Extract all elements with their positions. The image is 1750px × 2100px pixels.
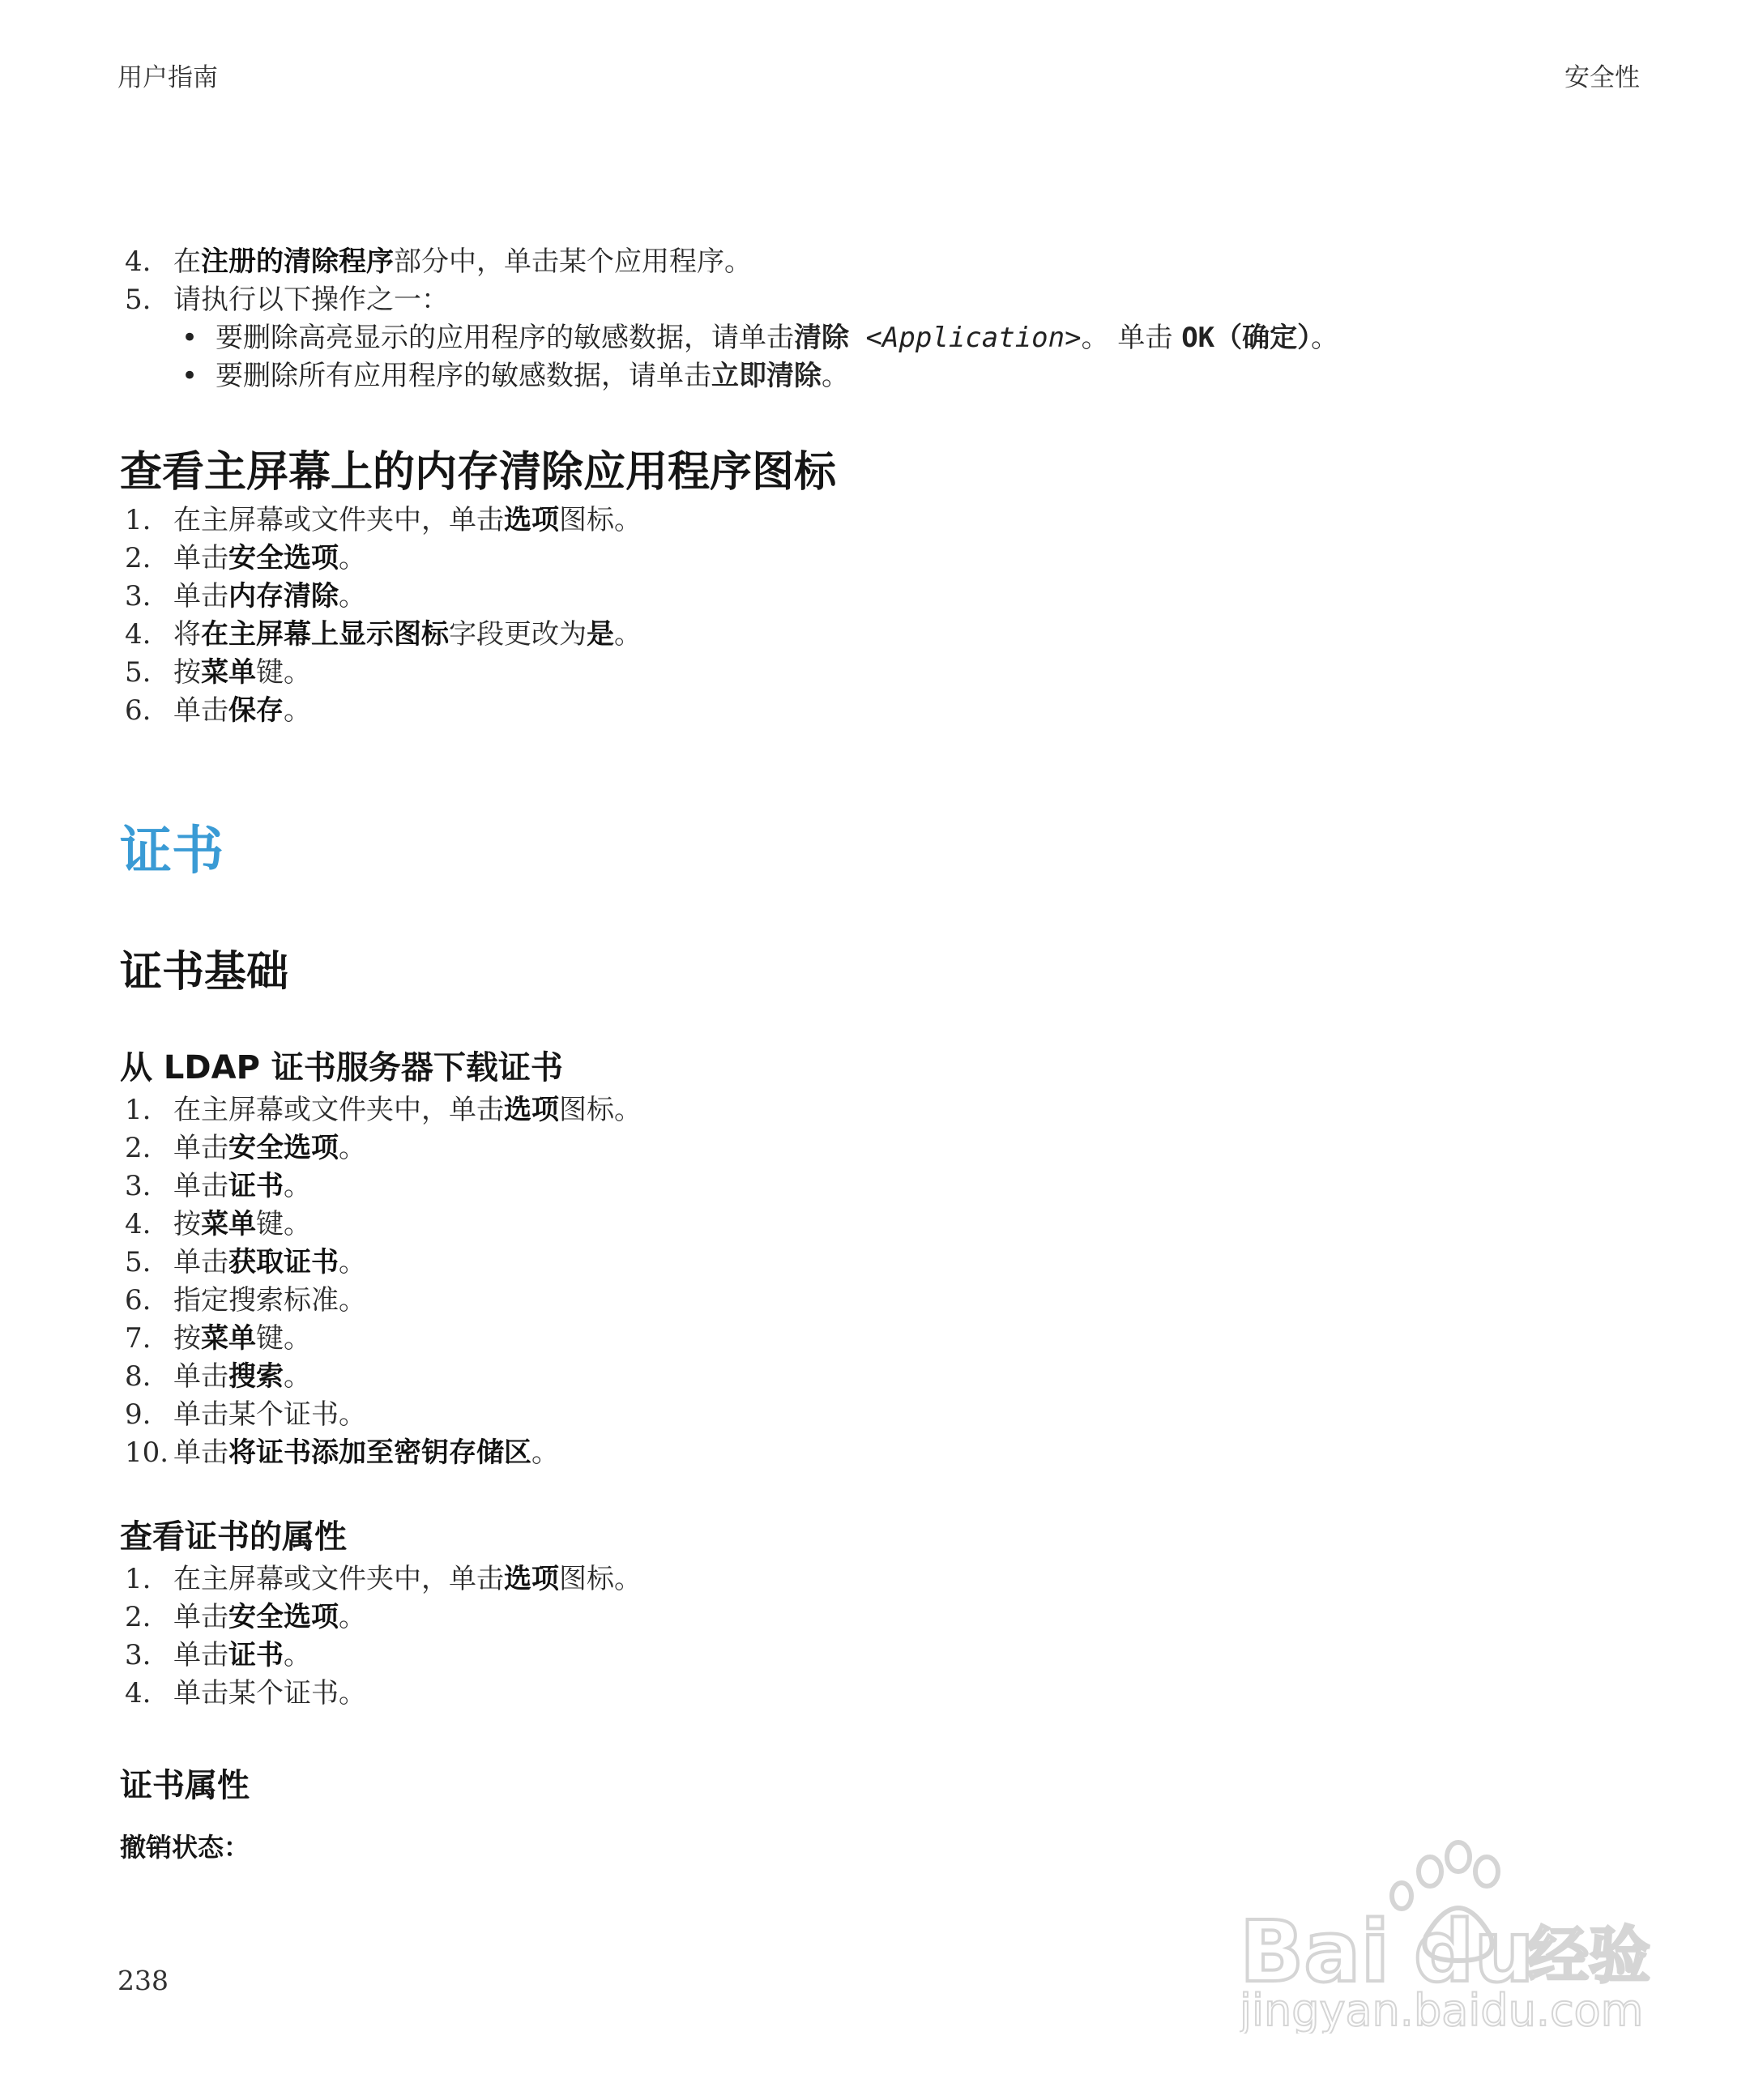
section-title-icon: 查看主屏幕上的内存清除应用程序图标 xyxy=(120,448,837,497)
list-item: • 要删除所有应用程序的敏感数据，请单击立即清除。 xyxy=(120,357,1643,395)
list-item: 4. 按菜单键。 xyxy=(125,1208,311,1240)
option-bullets xyxy=(120,319,1643,395)
section-title-basics: 证书基础 xyxy=(120,948,289,997)
list-item: 3. 单击内存清除。 xyxy=(125,580,366,612)
page-content xyxy=(120,243,1643,1864)
list-item: 4. 将在主屏幕上显示图标字段更改为是。 xyxy=(125,618,642,651)
svg-text:Bai: Bai xyxy=(1240,1902,1390,2001)
list-item: 9. 单击某个证书。 xyxy=(125,1398,366,1431)
list-item: 5. 单击获取证书。 xyxy=(125,1246,366,1278)
header-right: 安全性 xyxy=(1564,63,1640,92)
subsection-revocation-status: 撤销状态： xyxy=(120,1832,250,1863)
props-steps xyxy=(120,1560,1643,1713)
list-item: 6. 指定搜索标准。 xyxy=(125,1284,366,1317)
list-item: 4. 在注册的清除程序部分中，单击某个应用程序。 xyxy=(125,245,752,278)
list-item: 2. 单击安全选项。 xyxy=(125,542,366,574)
list-item: 3. 单击证书。 xyxy=(125,1639,311,1671)
section-title-ldap: 从 LDAP 证书服务器下载证书 xyxy=(120,1049,563,1086)
list-item: 1. 在主屏幕或文件夹中，单击选项图标。 xyxy=(125,504,642,536)
chapter-title: 证书 xyxy=(120,822,224,881)
baidu-jingyan-watermark xyxy=(1240,1839,1661,2034)
list-item: 10. 单击将证书添加至密钥存储区。 xyxy=(125,1436,559,1469)
list-item: 3. 单击证书。 xyxy=(125,1170,311,1202)
list-item: 4. 单击某个证书。 xyxy=(125,1677,366,1709)
list-item: 5. 请执行以下操作之一： xyxy=(125,284,449,316)
list-item: • 要删除高亮显示的应用程序的敏感数据，请单击清除 <Application>。 单击 OK（确定）。 xyxy=(120,319,1643,357)
list-item: 2. 单击安全选项。 xyxy=(125,1132,366,1164)
list-item: 1. 在主屏幕或文件夹中，单击选项图标。 xyxy=(125,1094,642,1126)
list-item: 7. 按菜单键。 xyxy=(125,1322,311,1355)
bullet-icon: • xyxy=(181,360,198,392)
svg-text:经验: 经验 xyxy=(1527,1919,1650,1991)
page-number: 238 xyxy=(117,1965,169,1996)
paw-icon xyxy=(1240,1839,1661,2034)
svg-text:jingyan.baidu.com: jingyan.baidu.com xyxy=(1240,1985,1644,2034)
svg-text:du: du xyxy=(1414,1902,1534,2001)
icon-steps xyxy=(120,502,1643,730)
list-item: 8. 单击搜索。 xyxy=(125,1360,311,1393)
bullet-icon: • xyxy=(181,322,198,354)
list-item: 1. 在主屏幕或文件夹中，单击选项图标。 xyxy=(125,1563,642,1595)
section-title-props: 查看证书的属性 xyxy=(120,1518,347,1556)
list-item: 6. 单击保存。 xyxy=(125,694,311,727)
top-steps xyxy=(120,243,1643,319)
list-item: 5. 按菜单键。 xyxy=(125,656,311,689)
list-item: 2. 单击安全选项。 xyxy=(125,1601,366,1633)
ldap-steps xyxy=(120,1091,1643,1472)
section-title-cert-props: 证书属性 xyxy=(120,1767,250,1804)
header-left: 用户指南 xyxy=(117,63,218,92)
